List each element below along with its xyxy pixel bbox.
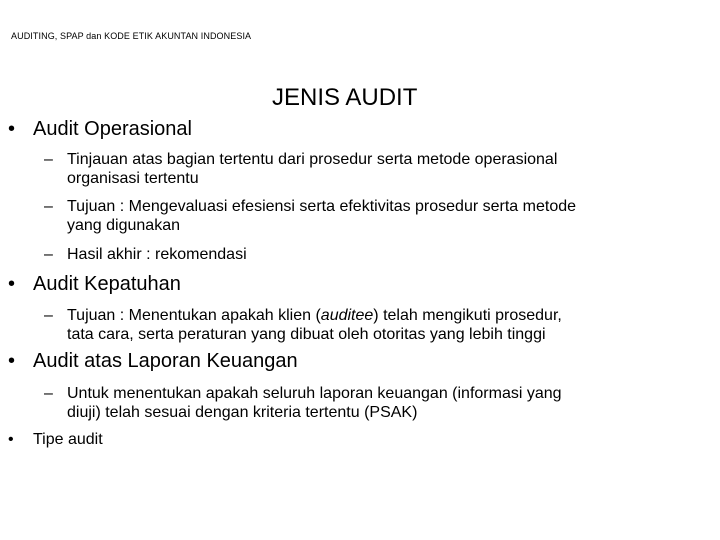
bullet-heading: Audit Kepatuhan (33, 273, 181, 295)
bullet-marker: • (8, 350, 16, 372)
bullet-audit-kepatuhan (8, 273, 181, 296)
bullet-marker: • (8, 431, 14, 448)
sub-bullet-line: diuji) telah sesuai dengan kriteria tertentu (PSAK) (67, 404, 418, 421)
sub-bullet-line: Tujuan : Mengevaluasi efesiensi serta efektivitas prosedur serta metode (67, 198, 577, 215)
sub-bullet-line: yang digunakan (67, 217, 180, 234)
sub-bullet-line: Untuk menentukan apakah seluruh laporan keuangan (informasi yang (67, 385, 562, 402)
bullet-marker: • (8, 273, 16, 295)
sub-bullet-untuk-menentukan (44, 384, 712, 422)
bullet-audit-laporan-keuangan (8, 350, 298, 373)
slide-title: JENIS AUDIT (272, 84, 418, 111)
bullet-marker: • (8, 118, 16, 140)
sub-bullet-line: tata cara, serta peraturan yang dibuat oleh otoritas yang lebih tinggi (67, 326, 546, 343)
dash-marker: – (44, 385, 53, 402)
slide-header: AUDITING, SPAP dan KODE ETIK AKUNTAN INDONESIA (11, 31, 252, 41)
bullet-tipe-audit (8, 431, 103, 449)
dash-marker: – (44, 246, 53, 263)
sub-bullet-line: Hasil akhir : rekomendasi (67, 246, 247, 263)
sub-bullet-line: organisasi tertentu (67, 170, 199, 187)
sub-bullet-tujuan-operasional (44, 197, 712, 235)
sub-bullet-line: Tinjauan atas bagian tertentu dari prosedur serta metode operasional (67, 151, 558, 168)
dash-marker: – (44, 198, 53, 215)
sub-bullet-tinjauan (44, 150, 712, 188)
bullet-heading: Audit Operasional (33, 118, 192, 140)
dash-marker: – (44, 307, 53, 324)
auditee-term: auditee (320, 307, 374, 324)
sub-bullet-hasil-akhir (44, 245, 712, 264)
bullet-heading: Tipe audit (33, 431, 103, 448)
bullet-audit-operasional (8, 118, 192, 141)
bullet-heading: Audit atas Laporan Keuangan (33, 350, 298, 372)
sub-bullet-tujuan-kepatuhan (44, 306, 712, 344)
dash-marker: – (44, 151, 53, 168)
sub-bullet-line: Tujuan : Menentukan apakah klien (auditee) telah mengikuti prosedur, (67, 307, 562, 324)
